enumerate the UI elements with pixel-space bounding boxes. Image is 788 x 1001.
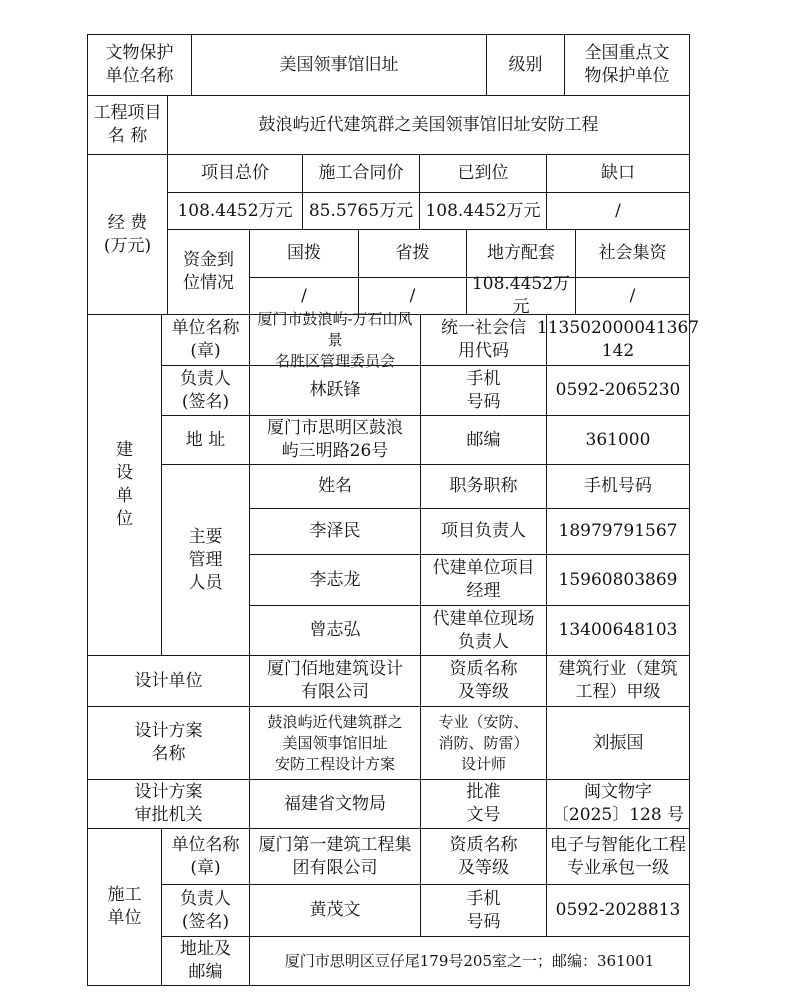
fund-value-national: / xyxy=(249,277,359,315)
approval-doc-value: 闽文物字 〔2025〕128 号 xyxy=(546,779,690,829)
project-name-label: 工程项目 名 称 xyxy=(87,95,168,155)
level-value: 全国重点文 物保护单位 xyxy=(564,34,690,96)
staff-row-2-phone: 15960803869 xyxy=(546,554,690,606)
builder-name-label: 单位名称 (章) xyxy=(161,314,250,366)
designer-label: 专业（安防、 消防、防雷） 设计师 xyxy=(420,706,547,780)
design-unit-value: 厦门佰地建筑设计 有限公司 xyxy=(249,655,421,707)
funds-value-total: 108.4452万元 xyxy=(167,192,303,230)
construction-leader-value: 黄茂文 xyxy=(249,884,421,937)
staff-row-2-name: 李志龙 xyxy=(249,554,421,606)
fund-header-national: 国拨 xyxy=(249,229,359,278)
staff-row-1-title: 项目负责人 xyxy=(420,508,547,555)
funds-value-gap: / xyxy=(546,192,690,230)
builder-zip-value: 361000 xyxy=(546,415,690,465)
funds-header-contract: 施工合同价 xyxy=(302,154,420,193)
funds-value-contract: 85.5765万元 xyxy=(302,192,420,230)
builder-leader-value: 林跃锋 xyxy=(249,365,421,416)
construction-address-value: 厦门市思明区豆仔尾179号205室之一；邮编：361001 xyxy=(249,936,690,986)
construction-name-value: 厦门第一建筑工程集 团有限公司 xyxy=(249,828,421,885)
credit-code-label: 统一社会信 用代码 xyxy=(420,314,547,366)
design-unit-label: 设计单位 xyxy=(87,655,250,707)
fund-value-local: 108.4452万元 xyxy=(466,277,576,315)
staff-row-3-name: 曾志弘 xyxy=(249,605,421,656)
funds-value-arrived: 108.4452万元 xyxy=(419,192,547,230)
fund-value-province: / xyxy=(358,277,467,315)
builder-leader-label: 负责人 (签名) xyxy=(161,365,250,416)
construction-qualification-value: 电子与智能化工程 专业承包一级 xyxy=(546,828,690,885)
construction-leader-label: 负责人 (签名) xyxy=(161,884,250,937)
construction-address-label: 地址及 邮编 xyxy=(161,936,250,986)
staff-row-1-name: 李泽民 xyxy=(249,508,421,555)
builder-address-label: 地 址 xyxy=(161,415,250,465)
staff-row-2-title: 代建单位项目 经理 xyxy=(420,554,547,606)
staff-header-title: 职务职称 xyxy=(420,464,547,509)
staff-row-1-phone: 18979791567 xyxy=(546,508,690,555)
funds-header-arrived: 已到位 xyxy=(419,154,547,193)
builder-label: 建 设 单 位 xyxy=(87,314,162,656)
builder-phone-label: 手机 号码 xyxy=(420,365,547,416)
approver-value: 福建省文物局 xyxy=(249,779,421,829)
builder-name-value: 厦门市鼓浪屿-万石山风景 名胜区管理委员会 xyxy=(249,314,421,366)
construction-qualification-label: 资质名称 及等级 xyxy=(420,828,547,885)
builder-zip-label: 邮编 xyxy=(420,415,547,465)
designer-value: 刘振国 xyxy=(546,706,690,780)
staff-row-3-title: 代建单位现场 负责人 xyxy=(420,605,547,656)
protected-unit-label: 文物保护 单位名称 xyxy=(87,34,192,96)
construction-phone-label: 手机 号码 xyxy=(420,884,547,937)
design-qualification-value: 建筑行业（建筑 工程）甲级 xyxy=(546,655,690,707)
builder-address-value: 厦门市思明区鼓浪 屿三明路26号 xyxy=(249,415,421,465)
fund-header-social: 社会集资 xyxy=(575,229,690,278)
fund-header-province: 省拨 xyxy=(358,229,467,278)
staff-label: 主要 管理 人员 xyxy=(161,464,250,656)
design-plan-label: 设计方案 名称 xyxy=(87,706,250,780)
approval-doc-label: 批准 文号 xyxy=(420,779,547,829)
fund-value-social: / xyxy=(575,277,690,315)
credit-code-value: 113502000041367 142 xyxy=(546,314,690,366)
fund-source-label: 资金到 位情况 xyxy=(167,229,250,315)
design-plan-value: 鼓浪屿近代建筑群之 美国领事馆旧址 安防工程设计方案 xyxy=(249,706,421,780)
funds-header-gap: 缺口 xyxy=(546,154,690,193)
construction-phone-value: 0592-2028813 xyxy=(546,884,690,937)
approver-label: 设计方案 审批机关 xyxy=(87,779,250,829)
fund-header-local: 地方配套 xyxy=(466,229,576,278)
construction-name-label: 单位名称 (章) xyxy=(161,828,250,885)
staff-row-3-phone: 13400648103 xyxy=(546,605,690,656)
project-name-value: 鼓浪屿近代建筑群之美国领事馆旧址安防工程 xyxy=(167,95,690,155)
protected-unit-value: 美国领事馆旧址 xyxy=(191,34,487,96)
builder-phone-value: 0592-2065230 xyxy=(546,365,690,416)
construction-label: 施工 单位 xyxy=(87,828,162,986)
staff-header-phone: 手机号码 xyxy=(546,464,690,509)
design-qualification-label: 资质名称 及等级 xyxy=(420,655,547,707)
funds-label: 经 费 (万元) xyxy=(87,154,168,315)
funds-header-total: 项目总价 xyxy=(167,154,303,193)
level-label: 级别 xyxy=(486,34,565,96)
staff-header-name: 姓名 xyxy=(249,464,421,509)
